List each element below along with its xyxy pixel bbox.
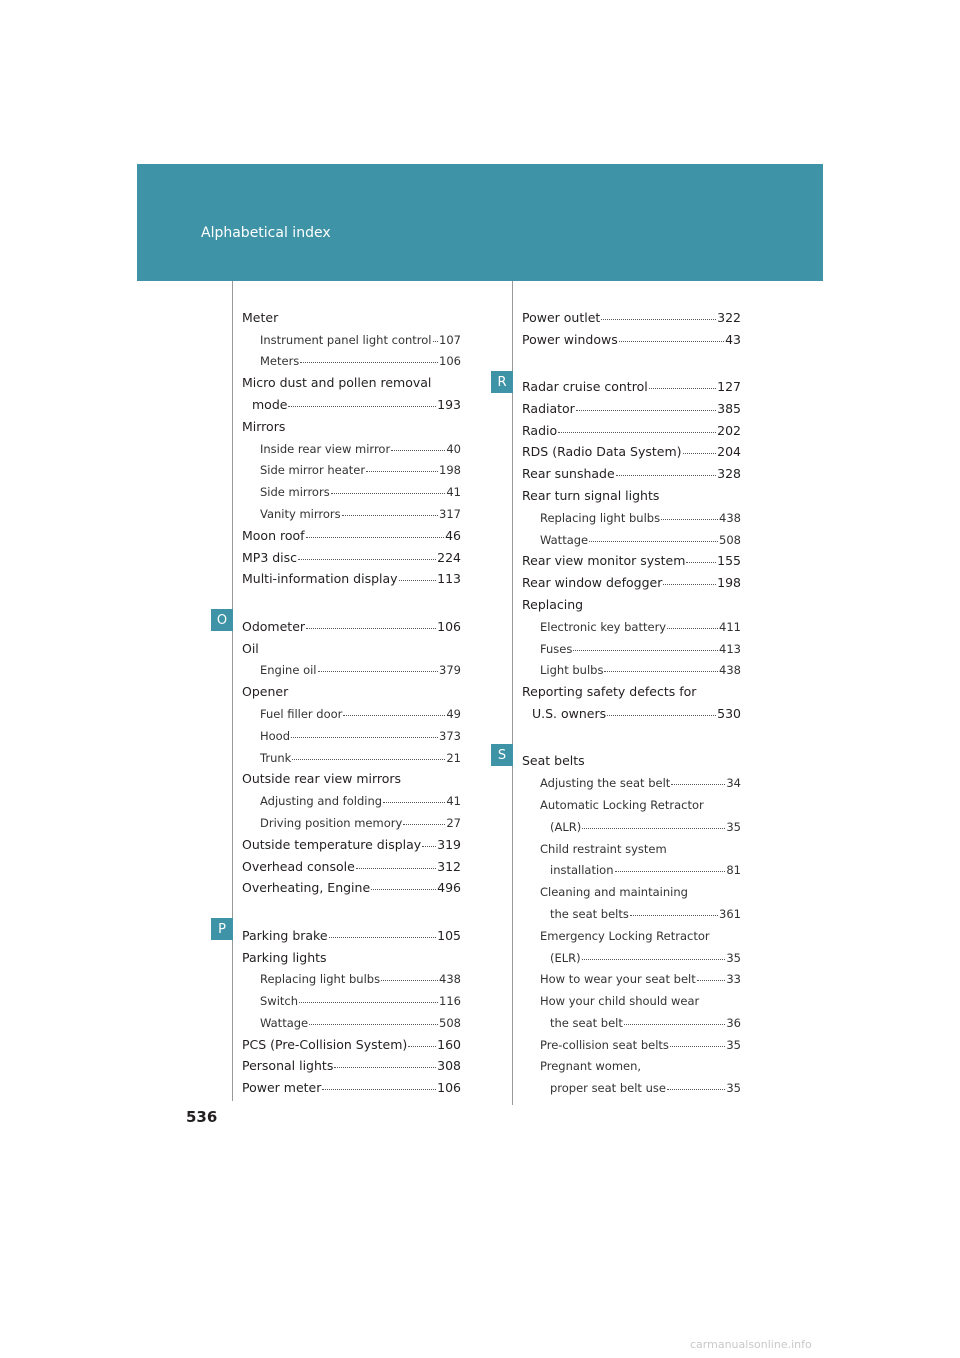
index-entry: Wattage 508 xyxy=(540,532,741,547)
index-entry: proper seat belt use 35 xyxy=(550,1081,741,1096)
index-heading: Seat belts xyxy=(522,753,585,769)
index-entry: Rear sunshade 328 xyxy=(522,466,741,482)
index-entry: Instrument panel light control 107 xyxy=(260,332,461,347)
index-entry: Power windows 43 xyxy=(522,331,741,347)
index-entry: Adjusting and folding 41 xyxy=(260,794,461,809)
index-heading: Oil xyxy=(242,640,259,656)
index-entry: (ELR) 35 xyxy=(550,950,741,965)
index-entry: Fuses 413 xyxy=(540,641,741,656)
letter-tab-r: R xyxy=(491,371,513,393)
index-entry: Radar cruise control 127 xyxy=(522,378,741,394)
index-heading: Outside rear view mirrors xyxy=(242,771,402,787)
index-entry: Radio 202 xyxy=(522,422,741,438)
index-entry: Rear window defogger 198 xyxy=(522,575,741,591)
header-bar xyxy=(137,164,823,281)
footer-watermark: carmanualsonline.info xyxy=(690,1338,812,1351)
index-entry: Personal lights 308 xyxy=(242,1058,461,1074)
index-entry: Meters 106 xyxy=(260,354,461,369)
index-entry: Radiator 385 xyxy=(522,400,741,416)
index-entry: Adjusting the seat belt 34 xyxy=(540,776,741,791)
page-number: 536 xyxy=(186,1108,218,1126)
index-subheading: Automatic Locking Retractor xyxy=(540,797,704,812)
index-heading: Micro dust and pollen removal xyxy=(242,375,432,391)
index-subheading: Cleaning and maintaining xyxy=(540,885,688,900)
index-heading: Rear turn signal lights xyxy=(522,487,660,503)
letter-tab-p: P xyxy=(211,918,233,940)
index-entry: the seat belts 361 xyxy=(550,906,741,921)
index-entry: Pre-collision seat belts 35 xyxy=(540,1037,741,1052)
index-entry: (ALR) 35 xyxy=(550,819,741,834)
section-title: Alphabetical index xyxy=(201,225,331,241)
index-heading: Meter xyxy=(242,309,279,325)
index-entry: Overheating, Engine 496 xyxy=(242,880,461,896)
index-heading: Mirrors xyxy=(242,418,286,434)
left-divider xyxy=(232,281,233,1101)
index-entry: Electronic key battery 411 xyxy=(540,619,741,634)
index-heading: Replacing xyxy=(522,596,584,612)
index-heading: Parking lights xyxy=(242,949,327,965)
index-entry: mode 193 xyxy=(252,396,461,412)
index-entry: Overhead console 312 xyxy=(242,858,461,874)
index-entry: RDS (Radio Data System) 204 xyxy=(522,444,741,460)
index-entry: Side mirrors 41 xyxy=(260,485,461,500)
index-entry: Driving position memory 27 xyxy=(260,815,461,830)
index-entry: PCS (Pre-Collision System) 160 xyxy=(242,1036,461,1052)
index-entry: Replacing light bulbs 438 xyxy=(260,972,461,987)
letter-tab-s: S xyxy=(491,744,513,766)
index-entry: Multi-information display 113 xyxy=(242,571,461,587)
index-entry: Power outlet 322 xyxy=(522,309,741,325)
index-column-right xyxy=(522,303,741,1095)
index-entry: Trunk 21 xyxy=(260,750,461,765)
index-entry: Vanity mirrors 317 xyxy=(260,506,461,521)
index-entry: Parking brake 105 xyxy=(242,927,461,943)
index-entry: Wattage 508 xyxy=(260,1015,461,1030)
index-entry: How to wear your seat belt 33 xyxy=(540,972,741,987)
index-entry: Odometer 106 xyxy=(242,618,461,634)
index-subheading: How your child should wear xyxy=(540,994,700,1009)
right-divider xyxy=(512,281,513,1105)
index-heading: Opener xyxy=(242,684,289,700)
index-entry: Outside temperature display 319 xyxy=(242,836,461,852)
index-column-left xyxy=(242,303,461,1095)
index-entry: installation 81 xyxy=(550,863,741,878)
index-subheading: Pregnant women, xyxy=(540,1059,642,1074)
index-subheading: Child restraint system xyxy=(540,841,667,856)
index-entry: Moon roof 46 xyxy=(242,527,461,543)
index-subheading: Emergency Locking Retractor xyxy=(540,928,710,943)
index-entry: the seat belt 36 xyxy=(550,1015,741,1030)
index-entry: Side mirror heater 198 xyxy=(260,463,461,478)
index-entry: MP3 disc 224 xyxy=(242,549,461,565)
index-entry: Power meter 106 xyxy=(242,1080,461,1096)
index-entry: Hood 373 xyxy=(260,728,461,743)
index-entry: U.S. owners 530 xyxy=(532,705,741,721)
index-entry: Fuel filler door 49 xyxy=(260,706,461,721)
index-entry: Inside rear view mirror 40 xyxy=(260,441,461,456)
letter-tab-o: O xyxy=(211,609,233,631)
index-entry: Rear view monitor system 155 xyxy=(522,553,741,569)
index-entry: Light bulbs 438 xyxy=(540,663,741,678)
index-entry: Engine oil 379 xyxy=(260,663,461,678)
index-heading: Reporting safety defects for xyxy=(522,684,697,700)
index-entry: Replacing light bulbs 438 xyxy=(540,510,741,525)
index-entry: Switch 116 xyxy=(260,994,461,1009)
